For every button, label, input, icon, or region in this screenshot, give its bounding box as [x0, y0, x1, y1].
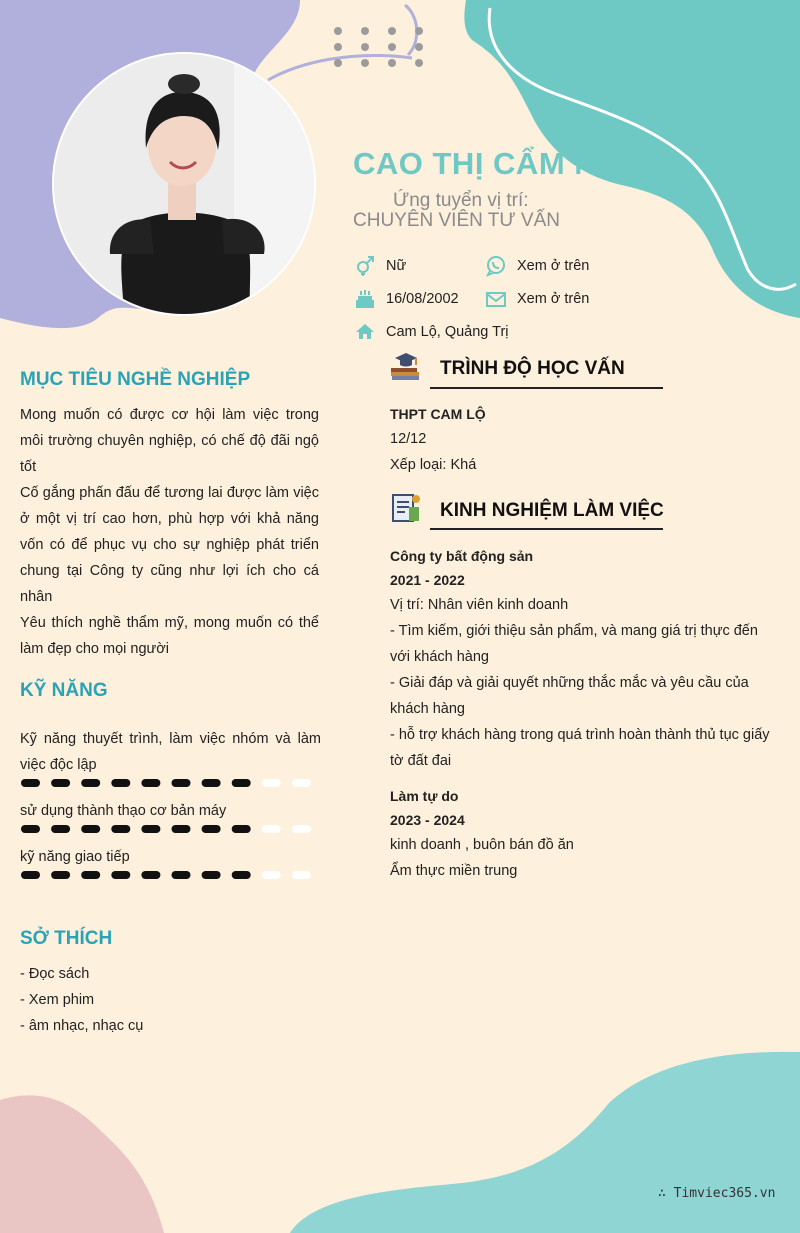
job-period: 2021 - 2022 [390, 572, 465, 588]
hobby-item: - Đọc sách [20, 966, 90, 982]
hobby-item: - âm nhạc, nhạc cụ [20, 1018, 144, 1034]
job-line: - hỗ trợ khách hàng trong quá trình hoàn thành thủ tục giấy tờ đất đai [390, 727, 770, 769]
skill-segment-filled [21, 779, 40, 787]
job-description [390, 592, 775, 774]
skill-segment-filled [81, 825, 100, 833]
skill-segment-filled [232, 871, 251, 879]
birthday-value: 16/08/2002 [386, 291, 459, 307]
lavender-arc [268, 55, 412, 80]
skill-label: kỹ năng giao tiếp [20, 849, 130, 865]
job-line: - Giải đáp và giải quyết những thắc mắc và yêu cầu của khách hàng [390, 675, 749, 717]
teal-bottom-blob [290, 1052, 800, 1233]
job-line: - Tìm kiếm, giới thiệu sản phẩm, và mang giá trị thực đến với khách hàng [390, 623, 758, 665]
candidate-name: CAO THỊ CẨM NHI [353, 146, 630, 181]
skill-segment-filled [172, 871, 191, 879]
skill-segment-filled [141, 779, 160, 787]
hobby-item: - Xem phim [20, 992, 95, 1008]
mail-icon [485, 288, 507, 310]
skill-segment-empty [292, 779, 311, 787]
job-period: 2023 - 2024 [390, 812, 465, 828]
skill-segment-empty [262, 825, 281, 833]
skill-segment-empty [262, 871, 281, 879]
objective-paragraph: Mong muốn có được cơ hội làm việc trong môi trường chuyên nghiệp, có chế độ đãi ngộ tốt [20, 407, 319, 475]
email-value[interactable]: Xem ở trên [517, 291, 590, 307]
skill-label: Kỹ năng thuyết trình, làm việc nhóm và làm việc độc lập [20, 731, 321, 773]
gender-icon [354, 255, 376, 277]
school-grade: 12/12 [390, 431, 427, 447]
watermark: ∴ Timviec365.vn [658, 1186, 776, 1201]
apply-position: CHUYÊN VIÊN TƯ VẤN [353, 210, 560, 231]
phone-value[interactable]: Xem ở trên [517, 258, 590, 274]
job-company: Làm tự do [390, 788, 459, 804]
experience-heading: KINH NGHIỆM LÀM VIỆC [440, 500, 664, 521]
skills-heading: KỸ NĂNG [20, 680, 108, 701]
address-row [354, 321, 509, 343]
skill-segment-empty [262, 779, 281, 787]
skill-segment-filled [202, 779, 221, 787]
skill-segment-filled [172, 779, 191, 787]
skill-segment-filled [51, 825, 70, 833]
job-line: Vị trí: Nhân viên kinh doanh [390, 597, 569, 613]
dot-pattern [334, 27, 423, 67]
profile-photo [52, 52, 316, 316]
skill-bar [20, 777, 321, 789]
cake-icon [354, 288, 376, 310]
gender-row [354, 255, 406, 277]
skill-segment-filled [232, 825, 251, 833]
hobbies-heading: SỞ THÍCH [20, 928, 113, 949]
school-rank: Xếp loại: Khá [390, 457, 477, 473]
skill-segment-filled [51, 779, 70, 787]
skill-segment-filled [81, 871, 100, 879]
objective-heading: MỤC TIÊU NGHỀ NGHIỆP [20, 369, 251, 390]
phone-icon [485, 255, 507, 277]
skill-bar [20, 823, 321, 835]
skill-segment-filled [21, 825, 40, 833]
home-icon [354, 321, 376, 343]
experience-icon [389, 491, 423, 525]
skill-label: sử dụng thành thạo cơ bản máy [20, 803, 227, 819]
skill-segment-filled [21, 871, 40, 879]
address-value: Cam Lộ, Quảng Trị [386, 324, 509, 340]
skill-bar [20, 869, 321, 881]
skill-segment-filled [172, 825, 191, 833]
skill-segment-filled [111, 825, 130, 833]
job-company: Công ty bất động sản [390, 548, 534, 564]
apply-label: Ứng tuyển vị trí: [393, 190, 529, 211]
email-row [485, 288, 589, 310]
objective-text [20, 402, 319, 662]
experience-underline [430, 528, 663, 530]
skill-segment-filled [202, 825, 221, 833]
skill-segment-filled [51, 871, 70, 879]
objective-paragraph: Cố gắng phấn đấu để tương lai được làm việc ở một vị trí cao hơn, phù hợp với khả năng vốn có để phục vụ cho sự nghiệp phát triển chung tại Công ty cũng như lợi ích cho cá nhân [20, 485, 319, 605]
job-line: Ẩm thực miền trung [390, 863, 518, 879]
birthday-row [354, 288, 459, 310]
skill-segment-filled [141, 871, 160, 879]
skill-segment-filled [81, 779, 100, 787]
pink-bottom-blob [0, 1095, 164, 1233]
skill-segment-filled [202, 871, 221, 879]
phone-row [485, 255, 589, 277]
job-description [390, 832, 775, 884]
education-icon [389, 350, 423, 384]
gender-value: Nữ [386, 258, 407, 274]
skill-segment-filled [111, 871, 130, 879]
skill-segment-filled [232, 779, 251, 787]
objective-paragraph: Yêu thích nghề thẩm mỹ, mong muốn có thể làm đẹp cho mọi người [20, 615, 319, 657]
skill-segment-empty [292, 825, 311, 833]
education-heading: TRÌNH ĐỘ HỌC VẤN [440, 358, 625, 379]
skill-segment-filled [111, 779, 130, 787]
lavender-hook [405, 5, 417, 55]
education-underline [430, 387, 663, 389]
skill-segment-filled [141, 825, 160, 833]
school-name: THPT CAM LỘ [390, 406, 486, 422]
skill-segment-empty [292, 871, 311, 879]
job-line: kinh doanh , buôn bán đồ ăn [390, 837, 574, 853]
